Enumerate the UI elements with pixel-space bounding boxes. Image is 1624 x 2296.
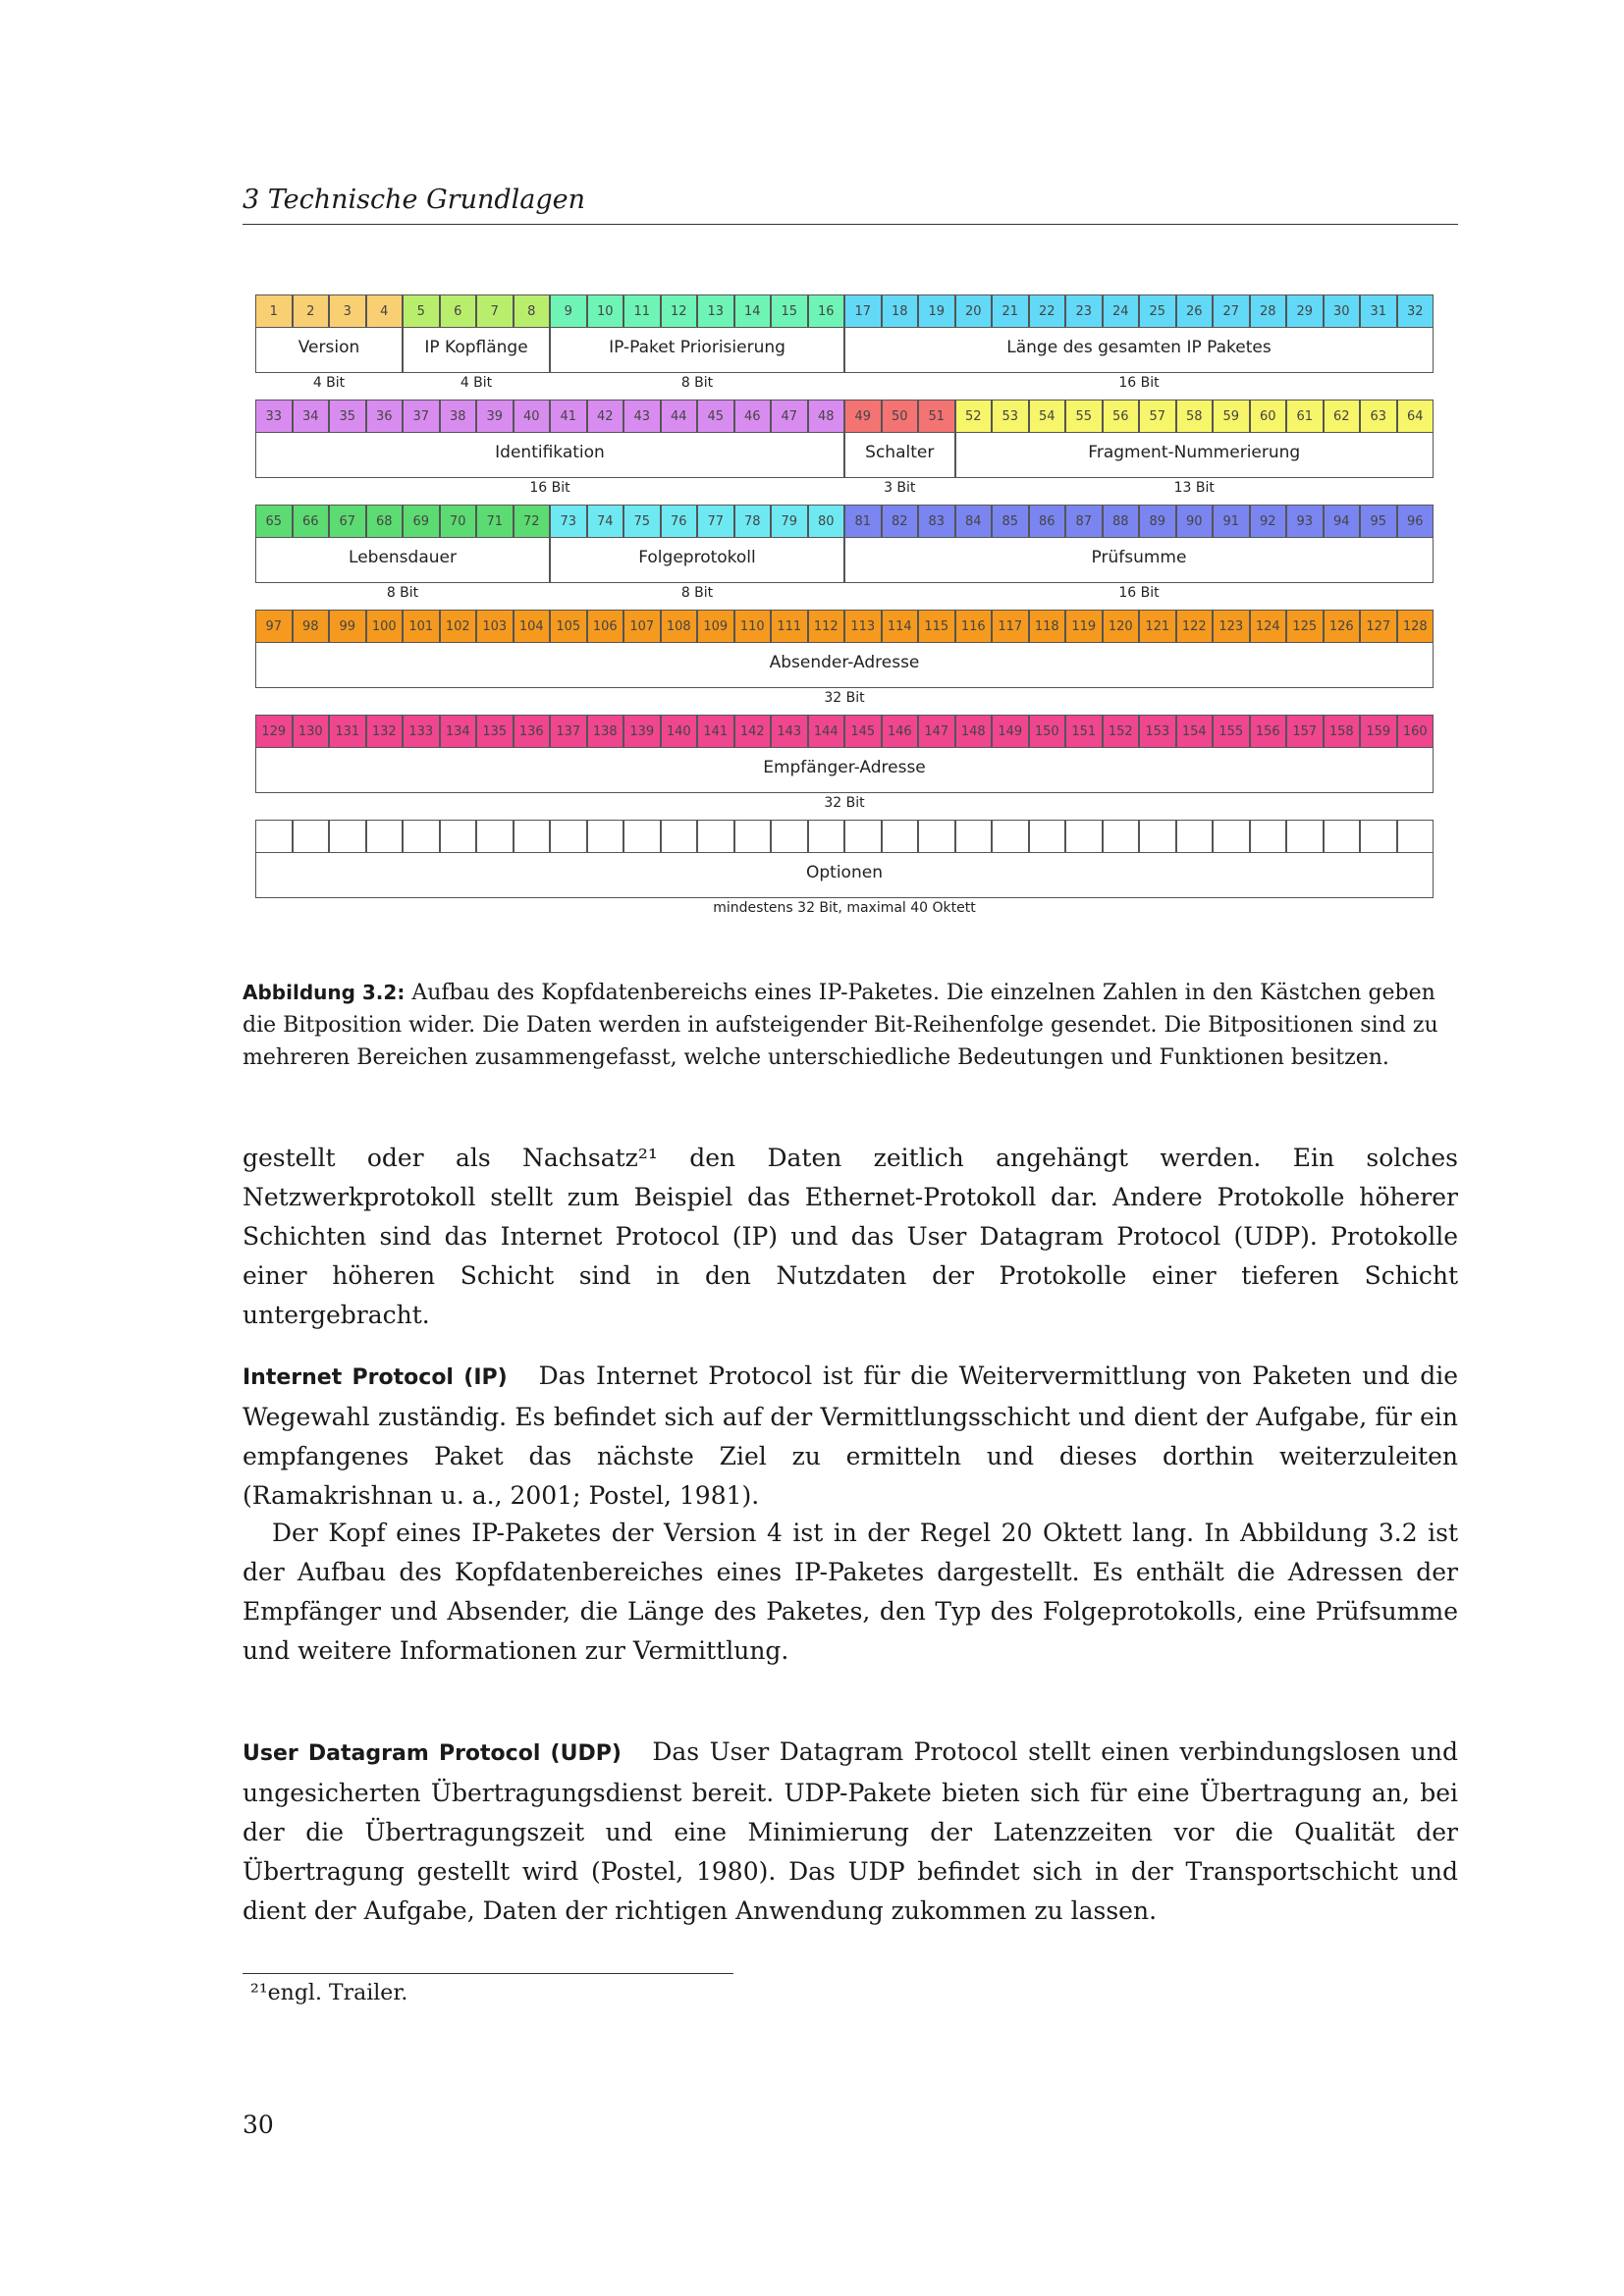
bit-cell <box>293 820 330 853</box>
field-segment <box>255 433 844 496</box>
field-name: Folgeprotokoll <box>638 548 756 567</box>
bit-cell: 139 <box>623 715 661 748</box>
bit-cell: 10 <box>587 294 624 328</box>
bit-cell: 15 <box>771 294 808 328</box>
field-label-row <box>255 853 1434 918</box>
bit-cell <box>1103 820 1140 853</box>
field-segment <box>255 538 550 601</box>
bit-cell: 129 <box>255 715 293 748</box>
field-segment <box>955 433 1435 496</box>
bit-cell: 69 <box>403 505 440 538</box>
bit-cell <box>882 820 919 853</box>
bit-cell: 101 <box>403 610 440 643</box>
bit-cell <box>476 820 514 853</box>
field-name: Schalter <box>865 443 935 462</box>
field-label-row <box>255 538 1434 603</box>
bit-cell: 49 <box>844 400 882 433</box>
bit-cell: 147 <box>918 715 955 748</box>
bit-cell: 104 <box>514 610 551 643</box>
bit-cell: 8 <box>514 294 551 328</box>
bit-cell: 106 <box>587 610 624 643</box>
bit-cell: 117 <box>992 610 1029 643</box>
bit-cell: 61 <box>1286 400 1324 433</box>
field-segment <box>255 853 1434 916</box>
bit-cell: 130 <box>293 715 330 748</box>
bit-cell: 134 <box>440 715 477 748</box>
bit-cell: 77 <box>697 505 734 538</box>
ip-text: Das Internet Protocol ist für die Weitervermittlung von Paketen und die Wegewahl zuständig. Es befindet sich auf der Vermittlungsschicht und dient der Aufgabe, für ein empfangenes Paket das nächste Ziel zu ermitteln und dieses dorthin weiterzuleiten (Ramakrishnan u. a., 2001; Postel, 1981). <box>243 1362 1459 1510</box>
bit-cell: 82 <box>882 505 919 538</box>
bit-cell: 57 <box>1139 400 1176 433</box>
bit-cell: 45 <box>697 400 734 433</box>
bit-cell: 143 <box>771 715 808 748</box>
bit-cell <box>661 820 698 853</box>
bit-cell: 78 <box>734 505 772 538</box>
caption-label: Abbildung 3.2: <box>243 981 406 1004</box>
bit-cell: 146 <box>882 715 919 748</box>
bit-cell: 95 <box>1360 505 1397 538</box>
bit-cell: 9 <box>550 294 587 328</box>
bit-cell: 20 <box>955 294 993 328</box>
running-header-text: 3 Technische Grundlagen <box>243 185 586 215</box>
field-segment <box>255 748 1434 811</box>
bit-cell <box>623 820 661 853</box>
field-bits: 16 Bit <box>1118 585 1160 601</box>
field-label-row <box>255 328 1434 393</box>
bit-cell: 70 <box>440 505 477 538</box>
bit-cell: 119 <box>1065 610 1103 643</box>
bit-cell <box>329 820 366 853</box>
field-bits: 8 Bit <box>386 585 419 601</box>
bit-cell: 39 <box>476 400 514 433</box>
bit-cell: 123 <box>1213 610 1250 643</box>
bit-cell: 74 <box>587 505 624 538</box>
bit-cell: 52 <box>955 400 993 433</box>
bit-cell: 128 <box>1397 610 1435 643</box>
bit-cell <box>1324 820 1361 853</box>
bit-cell: 75 <box>623 505 661 538</box>
field-segment <box>403 328 550 391</box>
bit-cell: 29 <box>1286 294 1324 328</box>
bit-cell: 144 <box>808 715 845 748</box>
bit-cell <box>1029 820 1066 853</box>
bit-cell: 21 <box>992 294 1029 328</box>
bit-cell: 44 <box>661 400 698 433</box>
field-segment <box>255 328 403 391</box>
bit-cell: 16 <box>808 294 845 328</box>
bit-cell: 114 <box>882 610 919 643</box>
field-bits: 16 Bit <box>529 480 570 496</box>
bit-cell: 92 <box>1250 505 1287 538</box>
bit-cell: 97 <box>255 610 293 643</box>
bit-cell: 33 <box>255 400 293 433</box>
field-name: Länge des gesamten IP Paketes <box>1006 338 1272 357</box>
bit-cell: 5 <box>403 294 440 328</box>
bit-cell: 148 <box>955 715 993 748</box>
bit-cell: 43 <box>623 400 661 433</box>
bit-cell: 51 <box>918 400 955 433</box>
bit-cell: 60 <box>1250 400 1287 433</box>
bit-cell: 84 <box>955 505 993 538</box>
bit-cell: 30 <box>1324 294 1361 328</box>
field-name: Identifikation <box>495 443 605 462</box>
bit-cell <box>1213 820 1250 853</box>
bit-cell <box>697 820 734 853</box>
bit-cell: 110 <box>734 610 772 643</box>
field-name: Empfänger-Adresse <box>763 758 926 777</box>
field-name: Fragment-Nummerierung <box>1088 443 1301 462</box>
udp-heading: User Datagram Protocol (UDP) <box>243 1741 622 1766</box>
bit-cell: 4 <box>366 294 404 328</box>
bit-cell: 112 <box>808 610 845 643</box>
ip-heading: Internet Protocol (IP) <box>243 1365 508 1390</box>
bit-cell: 62 <box>1324 400 1361 433</box>
bit-cell: 6 <box>440 294 477 328</box>
field-segment <box>844 328 1434 391</box>
bit-cell: 32 <box>1397 294 1435 328</box>
bit-cell: 120 <box>1103 610 1140 643</box>
field-name: Version <box>298 338 360 357</box>
bit-cell: 90 <box>1176 505 1214 538</box>
bit-cell <box>1397 820 1435 853</box>
bit-cell: 109 <box>697 610 734 643</box>
field-bits: 32 Bit <box>824 690 865 706</box>
field-name: IP-Paket Priorisierung <box>609 338 785 357</box>
bit-cell: 40 <box>514 400 551 433</box>
bit-cell: 152 <box>1103 715 1140 748</box>
bit-cell: 72 <box>514 505 551 538</box>
bit-cell: 141 <box>697 715 734 748</box>
bit-cell: 127 <box>1360 610 1397 643</box>
bit-cell: 34 <box>293 400 330 433</box>
bit-cell: 158 <box>1324 715 1361 748</box>
bit-cell: 7 <box>476 294 514 328</box>
field-label-row <box>255 643 1434 708</box>
bit-cell: 91 <box>1213 505 1250 538</box>
bit-cell: 1 <box>255 294 293 328</box>
bit-cell: 79 <box>771 505 808 538</box>
bit-cell: 96 <box>1397 505 1435 538</box>
bit-cell: 25 <box>1139 294 1176 328</box>
field-bits: 32 Bit <box>824 795 865 811</box>
bit-cell: 59 <box>1213 400 1250 433</box>
bit-cell: 87 <box>1065 505 1103 538</box>
bit-cell <box>366 820 404 853</box>
bit-cell <box>918 820 955 853</box>
field-bits: 4 Bit <box>460 375 493 391</box>
bit-cell: 98 <box>293 610 330 643</box>
bit-cell: 88 <box>1103 505 1140 538</box>
field-segment <box>844 433 955 496</box>
bit-cell <box>771 820 808 853</box>
bit-cell: 145 <box>844 715 882 748</box>
bit-cell: 132 <box>366 715 404 748</box>
field-segment <box>255 643 1434 706</box>
bit-cell: 126 <box>1324 610 1361 643</box>
bit-cell: 131 <box>329 715 366 748</box>
field-bits: 13 Bit <box>1173 480 1215 496</box>
field-bits: mindestens 32 Bit, maximal 40 Oktett <box>713 900 976 916</box>
bit-cell: 46 <box>734 400 772 433</box>
bit-cell: 151 <box>1065 715 1103 748</box>
ip-paragraph-2: Der Kopf eines IP-Paketes der Version 4 ist in der Regel 20 Oktett lang. In Abbildung 3.2 ist der Aufbau des Kopfdatenbereiches eines IP-Paketes dargestellt. Es enthält die Adressen der Empfänger und Absender, die Länge des Paketes, den Typ des Folgeprotokolls, eine Prüfsumme und weitere Informationen zur Vermittlung. <box>243 1519 1458 1665</box>
field-segment <box>550 328 844 391</box>
bit-cell <box>1286 820 1324 853</box>
bit-cell: 22 <box>1029 294 1066 328</box>
bit-cell: 23 <box>1065 294 1103 328</box>
bit-cell: 48 <box>808 400 845 433</box>
bit-cell: 118 <box>1029 610 1066 643</box>
bit-cell: 54 <box>1029 400 1066 433</box>
bit-cell: 18 <box>882 294 919 328</box>
bit-cell: 105 <box>550 610 587 643</box>
footnote-rule <box>243 1973 733 1974</box>
bit-cell: 142 <box>734 715 772 748</box>
bit-cell: 159 <box>1360 715 1397 748</box>
bit-cell: 85 <box>992 505 1029 538</box>
bit-cell: 113 <box>844 610 882 643</box>
section-ip <box>243 1357 1458 1516</box>
bit-cell: 67 <box>329 505 366 538</box>
bit-cell: 121 <box>1139 610 1176 643</box>
bit-cell: 86 <box>1029 505 1066 538</box>
field-bits: 8 Bit <box>680 585 714 601</box>
bit-cell: 65 <box>255 505 293 538</box>
bit-cell-row <box>255 715 1434 750</box>
bit-cell: 66 <box>293 505 330 538</box>
bit-cell: 26 <box>1176 294 1214 328</box>
bit-cell <box>808 820 845 853</box>
bit-cell: 115 <box>918 610 955 643</box>
bit-cell: 76 <box>661 505 698 538</box>
field-name: Lebensdauer <box>349 548 457 567</box>
bit-cell: 155 <box>1213 715 1250 748</box>
caption-text: Aufbau des Kopfdatenbereichs eines IP-Paketes. Die einzelnen Zahlen in den Kästchen geben die Bitposition wider. Die Daten werden in aufsteigender Bit-Reihenfolge gesendet. Die Bitpositionen sind zu mehreren Bereichen zusammengefasst, welche unterschiedliche Bedeutungen und Funktionen besitzen. <box>243 981 1438 1070</box>
bit-cell: 133 <box>403 715 440 748</box>
bit-cell: 2 <box>293 294 330 328</box>
bit-cell <box>550 820 587 853</box>
bit-cell <box>734 820 772 853</box>
bit-cell: 108 <box>661 610 698 643</box>
bit-cell: 19 <box>918 294 955 328</box>
field-name: Prüfsumme <box>1091 548 1187 567</box>
bit-cell <box>1139 820 1176 853</box>
bit-cell <box>403 820 440 853</box>
bit-cell: 81 <box>844 505 882 538</box>
bit-cell: 116 <box>955 610 993 643</box>
paragraph-intro: gestellt oder als Nachsatz²¹ den Daten zeitlich angehängt werden. Ein solches Netzwerkprotokoll stellt zum Beispiel das Ethernet-Protokoll dar. Andere Protokolle höherer Schichten sind das Internet Protocol (IP) und das User Datagram Protocol (UDP). Protokolle einer höheren Schicht sind in den Nutzdaten der Protokolle einer tieferen Schicht untergebracht. <box>243 1144 1458 1329</box>
bit-cell: 47 <box>771 400 808 433</box>
bit-cell: 125 <box>1286 610 1324 643</box>
bit-cell: 14 <box>734 294 772 328</box>
bit-cell: 154 <box>1176 715 1214 748</box>
bit-cell: 83 <box>918 505 955 538</box>
bit-cell <box>992 820 1029 853</box>
bit-cell <box>1250 820 1287 853</box>
bit-cell: 13 <box>697 294 734 328</box>
bit-cell-row <box>255 505 1434 540</box>
bit-cell: 124 <box>1250 610 1287 643</box>
bit-cell: 93 <box>1286 505 1324 538</box>
bit-cell: 56 <box>1103 400 1140 433</box>
bit-cell: 11 <box>623 294 661 328</box>
bit-cell: 3 <box>329 294 366 328</box>
bit-cell: 42 <box>587 400 624 433</box>
bit-cell: 28 <box>1250 294 1287 328</box>
bit-cell: 58 <box>1176 400 1214 433</box>
field-name: Absender-Adresse <box>769 653 920 672</box>
bit-cell: 55 <box>1065 400 1103 433</box>
bit-cell: 41 <box>550 400 587 433</box>
bit-cell <box>514 820 551 853</box>
bit-cell: 137 <box>550 715 587 748</box>
bit-cell: 122 <box>1176 610 1214 643</box>
page-number: 30 <box>243 2110 274 2139</box>
bit-cell: 136 <box>514 715 551 748</box>
bit-cell: 36 <box>366 400 404 433</box>
bit-cell: 107 <box>623 610 661 643</box>
bit-cell-row <box>255 610 1434 645</box>
bit-cell: 89 <box>1139 505 1176 538</box>
bit-cell: 140 <box>661 715 698 748</box>
bit-cell: 50 <box>882 400 919 433</box>
section-udp <box>243 1733 1458 1931</box>
field-bits: 8 Bit <box>680 375 714 391</box>
bit-cell: 94 <box>1324 505 1361 538</box>
bit-cell <box>1360 820 1397 853</box>
bit-cell-row <box>255 294 1434 330</box>
bit-cell: 64 <box>1397 400 1435 433</box>
field-bits: 4 Bit <box>312 375 346 391</box>
field-segment <box>844 538 1434 601</box>
bit-cell: 63 <box>1360 400 1397 433</box>
bit-cell <box>440 820 477 853</box>
bit-cell-row <box>255 400 1434 435</box>
bit-cell: 138 <box>587 715 624 748</box>
bit-cell: 35 <box>329 400 366 433</box>
running-header <box>243 185 1458 225</box>
bit-cell: 80 <box>808 505 845 538</box>
bit-cell: 73 <box>550 505 587 538</box>
bit-cell <box>587 820 624 853</box>
udp-text: Das User Datagram Protocol stellt einen verbindungslosen und ungesicherten Übertragungsdienst bereit. UDP-Pakete bieten sich für eine Übertragung an, bei der die Übertragungszeit und eine Minimierung der Latenzzeiten vor die Qualität der Übertragung gestellt wird (Postel, 1980). Das UDP befindet sich in der Transportschicht und dient der Aufgabe, Daten der richtigen Anwendung zukommen zu lassen. <box>243 1737 1459 1925</box>
field-label-row <box>255 748 1434 813</box>
bit-cell: 38 <box>440 400 477 433</box>
bit-cell: 156 <box>1250 715 1287 748</box>
bit-cell: 160 <box>1397 715 1435 748</box>
figure-caption <box>243 977 1458 1074</box>
bit-cell: 53 <box>992 400 1029 433</box>
bit-cell: 12 <box>661 294 698 328</box>
bit-cell <box>1065 820 1103 853</box>
bit-cell: 31 <box>1360 294 1397 328</box>
bit-cell: 27 <box>1213 294 1250 328</box>
field-bits: 3 Bit <box>884 480 916 496</box>
bit-cell: 111 <box>771 610 808 643</box>
bit-cell <box>1176 820 1214 853</box>
bit-cell: 102 <box>440 610 477 643</box>
bit-cell-row <box>255 820 1434 855</box>
bit-cell <box>844 820 882 853</box>
bit-cell: 135 <box>476 715 514 748</box>
bit-cell: 17 <box>844 294 882 328</box>
field-segment <box>550 538 844 601</box>
bit-cell: 149 <box>992 715 1029 748</box>
bit-cell: 68 <box>366 505 404 538</box>
bit-cell: 99 <box>329 610 366 643</box>
footnote: ²¹engl. Trailer. <box>250 1981 408 2005</box>
bit-cell <box>255 820 293 853</box>
field-bits: 16 Bit <box>1118 375 1160 391</box>
bit-cell: 100 <box>366 610 404 643</box>
field-name: IP Kopflänge <box>424 338 528 357</box>
bit-cell <box>955 820 993 853</box>
bit-cell: 103 <box>476 610 514 643</box>
bit-cell: 37 <box>403 400 440 433</box>
bit-cell: 153 <box>1139 715 1176 748</box>
bit-cell: 150 <box>1029 715 1066 748</box>
field-label-row <box>255 433 1434 498</box>
field-name: Optionen <box>806 863 883 882</box>
bit-cell: 24 <box>1103 294 1140 328</box>
bit-cell: 71 <box>476 505 514 538</box>
bit-cell: 157 <box>1286 715 1324 748</box>
